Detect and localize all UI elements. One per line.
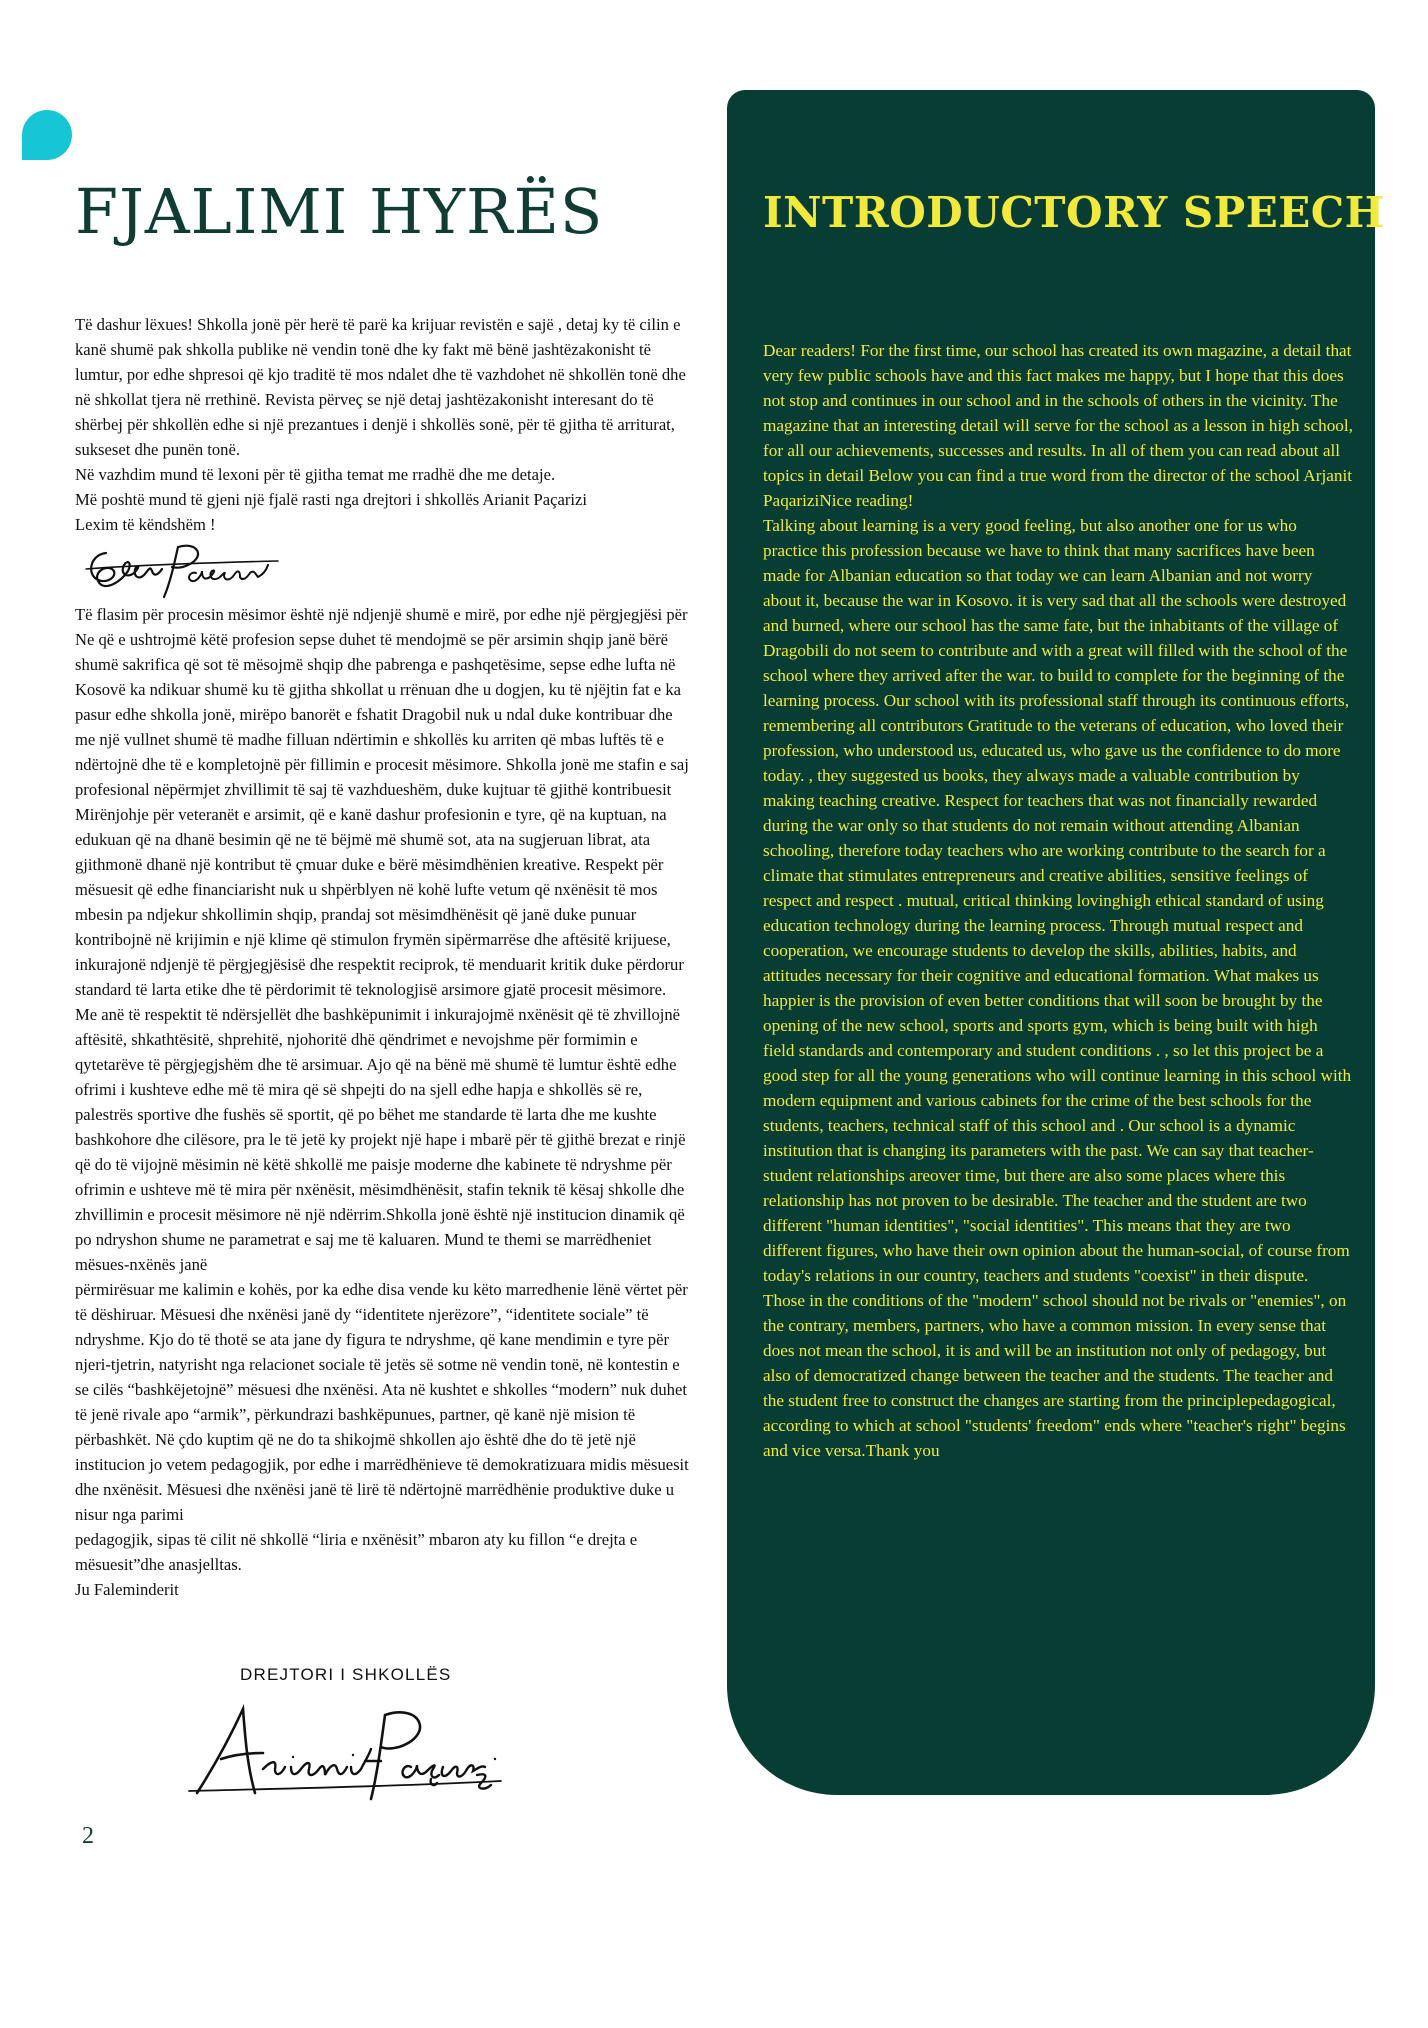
body-paragraphs: Të flasim për procesin mësimor është një ndjenjë shumë e mirë, por edhe një përgjegjësi për Ne që e ushtrojmë këtë profesion sepse duhet të mendojmë se për arsimin shqip janë bërë shumë sakrifica që sot të mësojmë shqip dhe pabrenga e pashqetësime, sepse edhe lufta në Kosovë ka ndikuar shumë ku të gjitha shkollat u rrënuan dhe u dogjen, ku të njëjtin fat e ka pasur edhe shkolla jonë, mirëpo banorët e fshatit Dragobil nuk u ndal duke kontribuar dhe me një vullnet shumë të madhe filluan ndërtimin e shkollës ku arriten që mbas luftës të e ndërtojnë dhe të e kompletojnë për fillimin e procesit mësimore. Shkolla jonë me stafin e saj profesional nëpërmjet zhvillimit të saj të vazhdueshëm, duke kujtuar të gjithë kontribuesit Mirënjohje për veteranët e arsimit, që e kanë dashur profesionin e tyre, që na kuptuan, na edukuan që na dhanë besimin që ne të bëjmë më shumë sot, ata na sugjeruan librat, ata gjithmonë dhanë një kontribut të çmuar duke e bërë mësimdhënien kreative. Respekt për mësuesit që edhe financiarisht nuk u shpërblyen në kohë lufte vetum që nxënësit të mos mbesin pa ndjekur shkollimin shqip, prandaj sot mësimdhënësit që janë duke punuar kontribojnë në krijimin e një klime që stimulon frymën sipërmarrëse dhe aftësitë krijuese, inkurajonë ndjenjë të përgjegjësisë dhe respektit reciprok, të menduarit kritik duke përdorur standard të larta etike dhe të përdorimit të teknologjisë arsimore gjatë procesit mësimore. Me anë të respektit të ndërsjellët dhe bashkëpunimit i inkurajojmë nxënësit që të zhvillojnë aftësitë, shkathtësitë, shprehitë, njohoritë dhë qëndrimet e nevojshme për formimin e qytetarëve të përgjegjshëm dhe të arsimuar. Ajo që na bënë më shumë të lumtur është edhe ofrimi i kushteve edhe më të mira që së shpejti do na sjell edhe hapja e shkollës së re, palestrës sportive dhe fushës së sportit, që po bëhet me standarde të larta dhe me kushte bashkohore dhe cilësore, pra le të jetë ky projekt një hape i mbarë për të gjithë brezat e rinjë që do të vijojnë mësimin në këtë shkollë me paisje moderne dhe kabinete të ndryshme për ofrimin e ushteve më të mira për nxënësit, mësimdhënësit, stafin teknik të kësaj shkolle dhe zhvillimin e procesit mësimore në një ndërrim.Shkolla jonë është një institucion dinamik që po ndryshon shume ne parametrat e saj me të kaluaren. Mund te themi se marrëdheniet mësues-nxënës janë përmirësuar me kalimin e kohës, por ka edhe disa vende ku këto marredhenie lënë vërtet për të dëshiruar. Mësuesi dhe nxënësi janë dy “identitete njerëzore”, “identitete sociale” të ndryshme. Kjo do të thotë se ata jane dy figura te ndryshme, që kane mendimin e tyre për njeri-tjetrin, natyrisht nga relacionet sociale të jetës së sotme në vendin tonë, në kontestin e se cilës “bashkëjetojnë” mësuesi dhe nxënësi. Ata në kushtet e shkolles “modern” nuk duhet të jenë rivale apo “armik”, përkundrazi bashkëpunues, partner, që kanë një mision të përbashkët. Në çdo kuptim që ne do ta shikojmë shkollen ajo është dhe do të jetë një institucion jo vetem pedagogjik, por edhe i marrëdhënieve të demokratizuara midis mësuesit dhe nxënësit. Mësuesi dhe nxënësi janë të lirë të ndërtojnë marrëdhënie produktive duke u nisur nga parimi pedagogjik, sipas të cilit në shkollë “liria e nxënësit” mbaron aty ku fillon “e drejta e mësuesit”dhe anasjelltas. Ju Faleminderit — [75, 605, 689, 1599]
page-title-albanian: FJALIMI HYRËS — [75, 175, 604, 248]
intro-paragraphs: Të dashur lëxues! Shkolla jonë për herë të parë ka krijuar revistën e sajë , detaj ky të cilin e kanë shumë pak shkolla publike në vendin tonë dhe ky fakt më bënë jashtëzakonisht të lumtur, por edhe shpresoi që kjo traditë të mos ndalet dhe të vazhdohet në shkollën tonë dhe në shkollat tjera në rrethinë. Revista përveç se një detaj jashtëzakonisht interesant do të shërbej për shkollën edhe si një prezantues i denjë i shkollës sonë, për të gjitha të arriturat, sukseset dhe punën tonë. Në vazhdim mund të lexoni për të gjitha temat me rradhë dhe me detaje. Më poshtë mund të gjeni një fjalë rasti nga drejtori i shkollës Arianit Paçarizi Lexim të këndshëm ! — [75, 315, 686, 534]
english-body-text — [763, 338, 1353, 1463]
intro-text — [75, 312, 690, 537]
director-title: DREJTORI I SHKOLLËS — [240, 1665, 452, 1684]
director-signature — [185, 1695, 505, 1805]
signature-small — [78, 535, 288, 605]
english-paragraphs: Dear readers! For the first time, our school has created its own magazine, a detail that very few public schools have and this fact makes me happy, but I hope that this does not stop and continues in our school and in the schools of others in the vicinity. The magazine that an interesting detail will serve for the school as a lesson in high school, for all our achievements, successes and results. In all of them you can read about all topics in detail Below you can find a true word from the director of the school Arjanit PaqariziNice reading! Talking about learning is a very good feeling, but also another one for us who practice this profession because we have to think that many sacrifices have been made for Albanian education so that today we can learn Albanian and not worry about it, because the war in Kosovo. it is very sad that all the schools were destroyed and burned, where our school has the same fate, but the inhabitants of the village of Dragobili do not seem to contribute and with a great will filled with the school of the school where they arrived after the war. to build to complete for the beginning of the learning process. Our school with its professional staff through its continuous efforts, remembering all contributors Gratitude to the veterans of education, who loved their profession, who understood us, educated us, who gave us the confidence to do more today. , they suggested us books, they always made a valuable contribution by making teaching creative. Respect for teachers that was not financially rewarded during the war only so that students do not remain without attending Albanian schooling, therefore today teachers who are working contribute to the search for a climate that stimulates entrepreneurs and creative abilities, sensitive feelings of respect and respect . mutual, critical thinking lovinghigh ethical standard of using education technology during the learning process. Through mutual respect and cooperation, we encourage students to develop the skills, abilities, habits, and attitudes necessary for their cognitive and educational formation. What makes us happier is the provision of even better conditions that will soon be brought by the opening of the new school, sports and sports gym, which is being built with high field standards and contemporary and student conditions . , so let this project be a good step for all the young generations who will continue learning in this school with modern equipment and various cabinets for the crime of the best schools for the students, teachers, technical staff of this school and . Our school is a dynamic institution that is changing its parameters with the past. We can say that teacher-student relationships areover time, but there are also some places where this relationship has not proven to be desirable. The teacher and the student are two different "human identities", "social identities". This means that they are two different figures, who have their own opinion about the human-social, of course from today's relations in our country, teachers and students "coexist" in their dispute. Those in the conditions of the "modern" school should not be rivals or "enemies", on the contrary, members, partners, who have a common mission. In every sense that does not mean the school, it is and will be an institution not only of pedagogy, but also of democratized change between the teacher and the students. The teacher and the student free to construct the changes are starting from the principlepedagogical, according to which at school "students' freedom" ends where "teacher's right" begins and vice versa.Thank you — [763, 341, 1353, 1460]
teardrop-decoration-icon — [22, 110, 72, 160]
page-number: 2 — [82, 1823, 94, 1849]
page-title-english: INTRODUCTORY SPEECH — [763, 188, 1385, 237]
body-text — [75, 602, 690, 1602]
